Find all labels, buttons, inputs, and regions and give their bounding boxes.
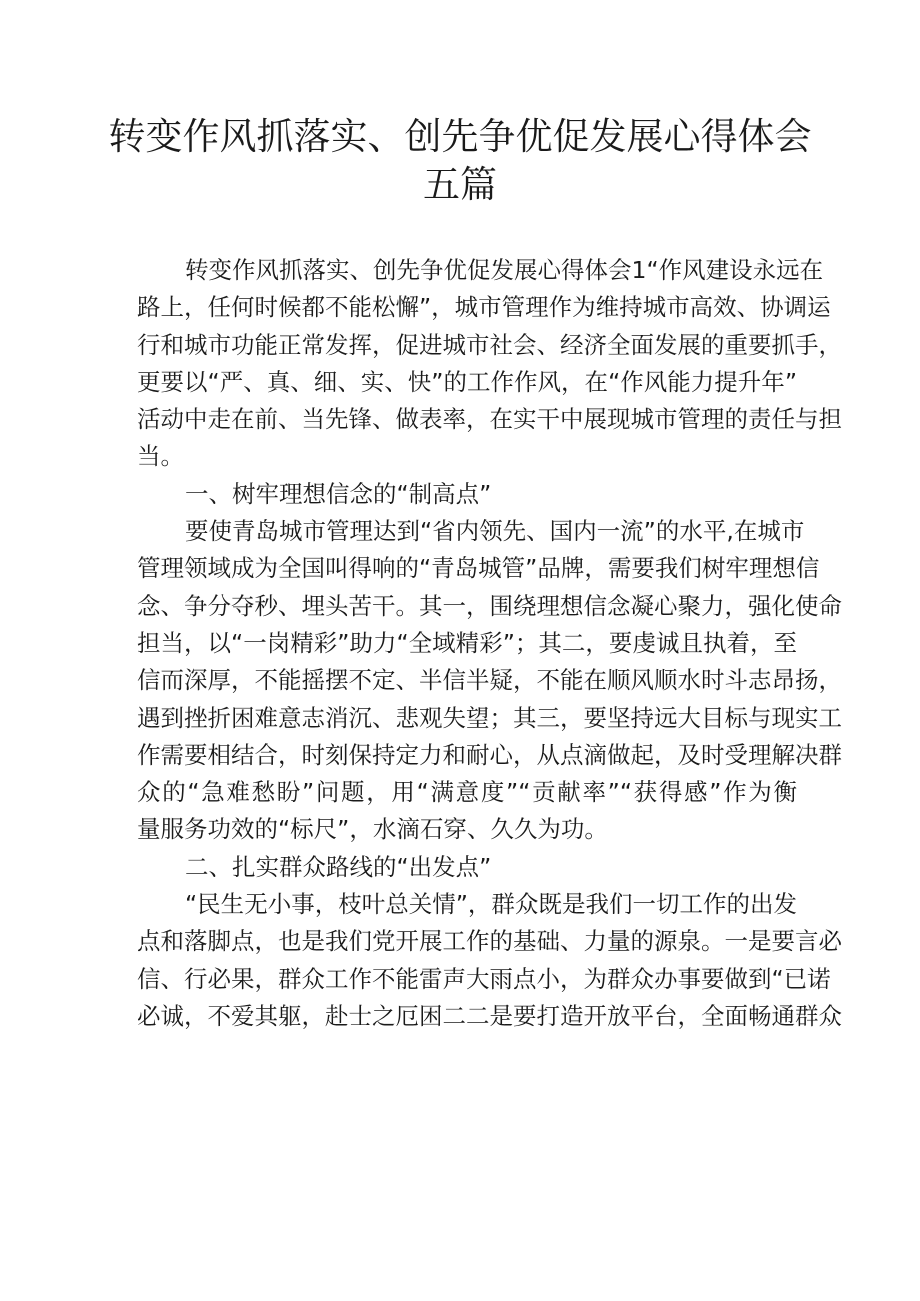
paragraph-section-1 (137, 513, 842, 849)
text-line: 量服务功效的“标尺”，水滴石穿、久久为功。 (137, 815, 608, 844)
text-line: 一、树牢理想信念的“制高点” (185, 479, 492, 508)
text-line: 管理领域成为全国叫得响的“青岛城管”品牌，需要我们树牢理想信 (137, 554, 820, 583)
text-line: 要使青岛城市管理达到“省内领先、国内一流”的水平,在城市 (185, 517, 805, 546)
text-line: 点和落脚点，也是我们党开展工作的基础、力量的源泉。一是要言必 (137, 927, 842, 956)
text-line: 当。 (137, 442, 184, 471)
section-heading-2 (137, 849, 797, 886)
document-body (137, 252, 842, 1035)
text-line: 遇到挫折困难意志消沉、悲观失望；其三，要坚持远大目标与现实工 (137, 703, 842, 732)
text-line: 行和城市功能正常发挥，促进城市社会、经济全面发展的重要抓手， (137, 330, 842, 359)
paragraph-intro (137, 252, 842, 476)
text-line: 二、扎实群众路线的“出发点” (185, 852, 492, 881)
text-line: 必诚，不爱其躯，赴士之厄困二二是要打造开放平台，全面畅通群众 (137, 1001, 842, 1030)
document-title-line-2: 五篇 (423, 163, 497, 206)
text-line: 转变作风抓落实、创先争优促发展心得体会1“作风建设永远在 (185, 256, 824, 284)
text-line: 作需要相结合，时刻保持定力和耐心，从点滴做起，及时受理解决群 (137, 740, 842, 769)
text-line: 担当，以“一岗精彩”助力“全域精彩”；其二，要虔诚且执着，至 (137, 628, 797, 657)
text-line: 活动中走在前、当先锋、做表率，在实干中展现城市管理的责任与担 (137, 405, 842, 434)
text-line: 念、争分夺秒、埋头苦干。其一，围绕理想信念凝心聚力，强化使命 (137, 591, 842, 620)
text-line: 更要以“严、真、细、实、快”的工作作风，在“作风能力提升年” (137, 367, 797, 396)
paragraph-section-2 (137, 886, 842, 1035)
text-line: 信、行必果，群众工作不能雷声大雨点小，为群众办事要做到“已诺 (137, 964, 831, 993)
text-line: “民生无小事，枝叶总关情”，群众既是我们一切工作的出发 (185, 890, 797, 919)
section-heading-1 (137, 476, 797, 513)
text-line: 众的“急难愁盼”问题，用“满意度”“贡献率”“获得感”作为衡 (137, 778, 797, 807)
text-line: 路上，任何时候都不能松懈”，城市管理作为维持城市高效、协调运 (137, 293, 831, 322)
text-line: 信而深厚，不能摇摆不定、半信半疑，不能在顺风顺水时斗志昂扬， (137, 666, 842, 695)
document-title-line-1: 转变作风抓落实、创先争优促发展心得体会 (108, 115, 812, 158)
